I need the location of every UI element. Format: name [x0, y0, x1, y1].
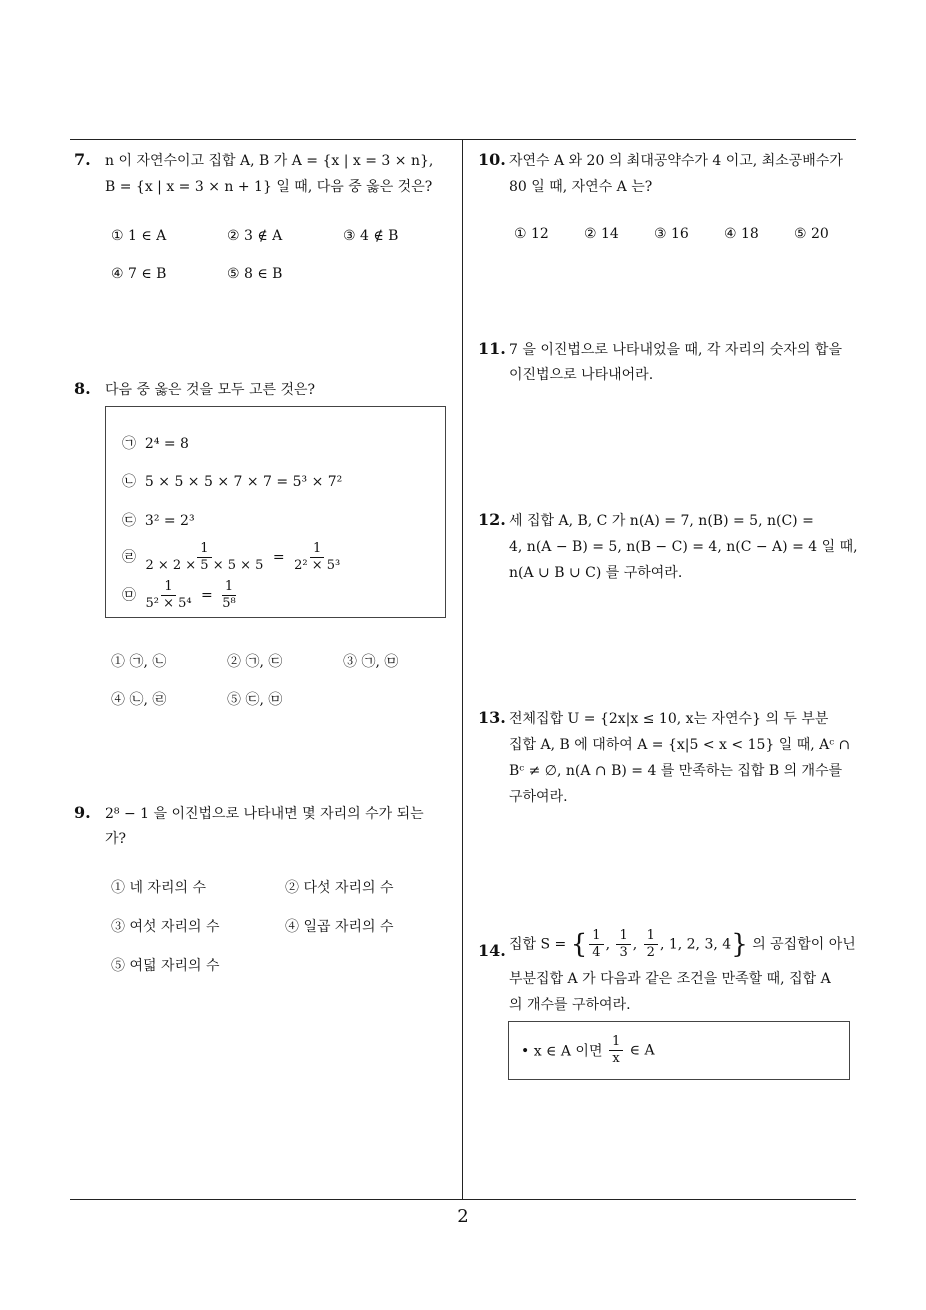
text-fragment: 집합 S =	[509, 936, 567, 953]
option-2[interactable]: ② 다섯 자리의 수	[285, 880, 394, 896]
denominator: 5⁸	[222, 596, 236, 611]
fraction	[291, 541, 343, 574]
option-4[interactable]: ④ 7 ∈ B	[111, 266, 167, 282]
fraction	[609, 1034, 623, 1067]
statement-b	[122, 471, 342, 491]
question-text-line: 전체집합 U = {2x|x ≤ 10, x는 자연수} 의 두 부분	[509, 711, 829, 727]
option-4[interactable]: ④ 일곱 자리의 수	[285, 919, 394, 935]
statement-label: ㉣	[122, 549, 136, 566]
option-4[interactable]: ④ 18	[724, 226, 759, 242]
statement-text: 3² = 2³	[144, 513, 195, 529]
option-3[interactable]: ③ 여섯 자리의 수	[111, 919, 220, 935]
numerator: 1	[197, 541, 211, 558]
option-3[interactable]: ③ 16	[654, 226, 689, 242]
text-fragment: 의 공집합이 아닌	[752, 936, 856, 953]
fraction	[219, 579, 238, 612]
statement-e	[122, 579, 241, 612]
fraction	[142, 541, 266, 574]
question-text-line: 다음 중 옳은 것을 모두 고른 것은?	[105, 382, 316, 398]
question-number: 8.	[74, 379, 91, 398]
page-number: 2	[457, 1206, 469, 1227]
option-1[interactable]: ① 네 자리의 수	[111, 880, 206, 896]
numerator: 1	[161, 579, 175, 596]
option-5[interactable]: ⑤ ㉢, ㉤	[227, 692, 283, 708]
option-5[interactable]: ⑤ 20	[794, 226, 829, 242]
question-text-line: B = {x | x = 3 × n + 1} 일 때, 다음 중 옳은 것은?	[105, 179, 433, 195]
statement-box	[105, 406, 446, 618]
text-fragment: • x ∈ A 이면	[521, 1043, 603, 1060]
text-fragment: ∈ A	[629, 1042, 655, 1059]
option-5[interactable]: ⑤ 여덟 자리의 수	[111, 958, 220, 974]
question-text-line: 집합 A, B 에 대하여 A = {x|5 < x < 15} 일 때, Aᶜ ∩	[509, 737, 851, 753]
statement-label: ㉢	[122, 513, 136, 529]
option-1[interactable]: ① 12	[514, 226, 549, 242]
numerator: 1	[616, 928, 630, 945]
numerator: 1	[609, 1034, 623, 1051]
separator: ,	[659, 936, 665, 953]
option-1[interactable]: ① 1 ∈ A	[111, 228, 167, 244]
fraction	[142, 579, 194, 612]
option-2[interactable]: ② 3 ∉ A	[227, 228, 283, 244]
fraction	[589, 928, 603, 961]
question-text-line: 이진법으로 나타내어라.	[509, 367, 654, 383]
question-number: 7.	[74, 150, 91, 169]
fraction	[644, 928, 658, 961]
statement-text: 5 × 5 × 5 × 7 × 7 = 5³ × 7²	[144, 474, 343, 490]
numerator: 1	[222, 579, 236, 596]
condition-text	[521, 1034, 655, 1067]
question-text-line: 의 개수를 구하여라.	[509, 997, 631, 1013]
denominator: 4	[592, 945, 601, 960]
question-text-line: 80 일 때, 자연수 A 는?	[509, 179, 653, 195]
left-brace: {	[570, 929, 588, 960]
numerator: 1	[310, 541, 324, 558]
question-text-line: 구하여라.	[509, 789, 568, 805]
question-text-line: n(A ∪ B ∪ C) 를 구하여라.	[509, 565, 683, 581]
denominator: 5² × 5⁴	[145, 596, 192, 611]
question-number: 13.	[478, 708, 506, 727]
numerator: 1	[589, 928, 603, 945]
denominator: 2 × 2 × 5 × 5 × 5	[145, 558, 264, 573]
question-text-line: 자연수 A 와 20 의 최대공약수가 4 이고, 최소공배수가	[509, 153, 843, 169]
bottom-rule	[70, 1199, 856, 1200]
option-3[interactable]: ③ 4 ∉ B	[343, 228, 399, 244]
fraction	[616, 928, 630, 961]
equals-sign: =	[201, 587, 213, 604]
question-text-line: 가?	[105, 831, 127, 847]
denominator: 2² × 5³	[294, 558, 341, 573]
condition-box	[508, 1021, 850, 1080]
question-text-line: 7 을 이진법으로 나타내었을 때, 각 자리의 숫자의 합을	[509, 342, 842, 358]
statement-a	[122, 433, 189, 453]
statement-label: ㉡	[122, 474, 136, 490]
statement-c	[122, 510, 195, 530]
text-fragment: 1, 2, 3, 4	[668, 936, 732, 953]
column-divider	[462, 139, 463, 1200]
numerator: 1	[644, 928, 658, 945]
denominator: 3	[619, 945, 628, 960]
denominator: x	[612, 1051, 620, 1066]
question-number: 14.	[478, 941, 506, 960]
separator: ,	[605, 936, 611, 953]
statement-label: ㉤	[122, 587, 136, 604]
question-text-line: 2⁸ − 1 을 이진법으로 나타내면 몇 자리의 수가 되는	[105, 806, 424, 822]
statement-text: 2⁴ = 8	[144, 436, 189, 452]
top-rule	[70, 139, 856, 140]
statement-d	[122, 541, 345, 574]
question-number: 9.	[74, 803, 91, 822]
option-2[interactable]: ② 14	[584, 226, 619, 242]
option-5[interactable]: ⑤ 8 ∈ B	[227, 266, 283, 282]
question-text-line	[509, 928, 856, 961]
question-text-line: 4, n(A − B) = 5, n(B − C) = 4, n(C − A) = 4 일 때,	[509, 539, 858, 555]
right-brace: }	[731, 929, 748, 960]
option-3[interactable]: ③ ㉠, ㉤	[343, 654, 399, 670]
option-4[interactable]: ④ ㉡, ㉣	[111, 692, 167, 708]
option-2[interactable]: ② ㉠, ㉢	[227, 654, 283, 670]
denominator: 2	[646, 945, 655, 960]
question-number: 11.	[478, 339, 506, 358]
statement-label: ㉠	[122, 436, 136, 452]
question-number: 10.	[478, 150, 506, 169]
separator: ,	[632, 936, 638, 953]
question-text-line: Bᶜ ≠ ∅, n(A ∩ B) = 4 를 만족하는 집합 B 의 개수를	[509, 763, 843, 779]
question-text-line: 부분집합 A 가 다음과 같은 조건을 만족할 때, 집합 A	[509, 971, 831, 987]
option-1[interactable]: ① ㉠, ㉡	[111, 654, 167, 670]
question-text-line: n 이 자연수이고 집합 A, B 가 A = {x | x = 3 × n},	[105, 153, 434, 169]
question-number: 12.	[478, 510, 506, 529]
equals-sign: =	[272, 549, 285, 566]
question-text-line: 세 집합 A, B, C 가 n(A) = 7, n(B) = 5, n(C) =	[509, 513, 814, 529]
